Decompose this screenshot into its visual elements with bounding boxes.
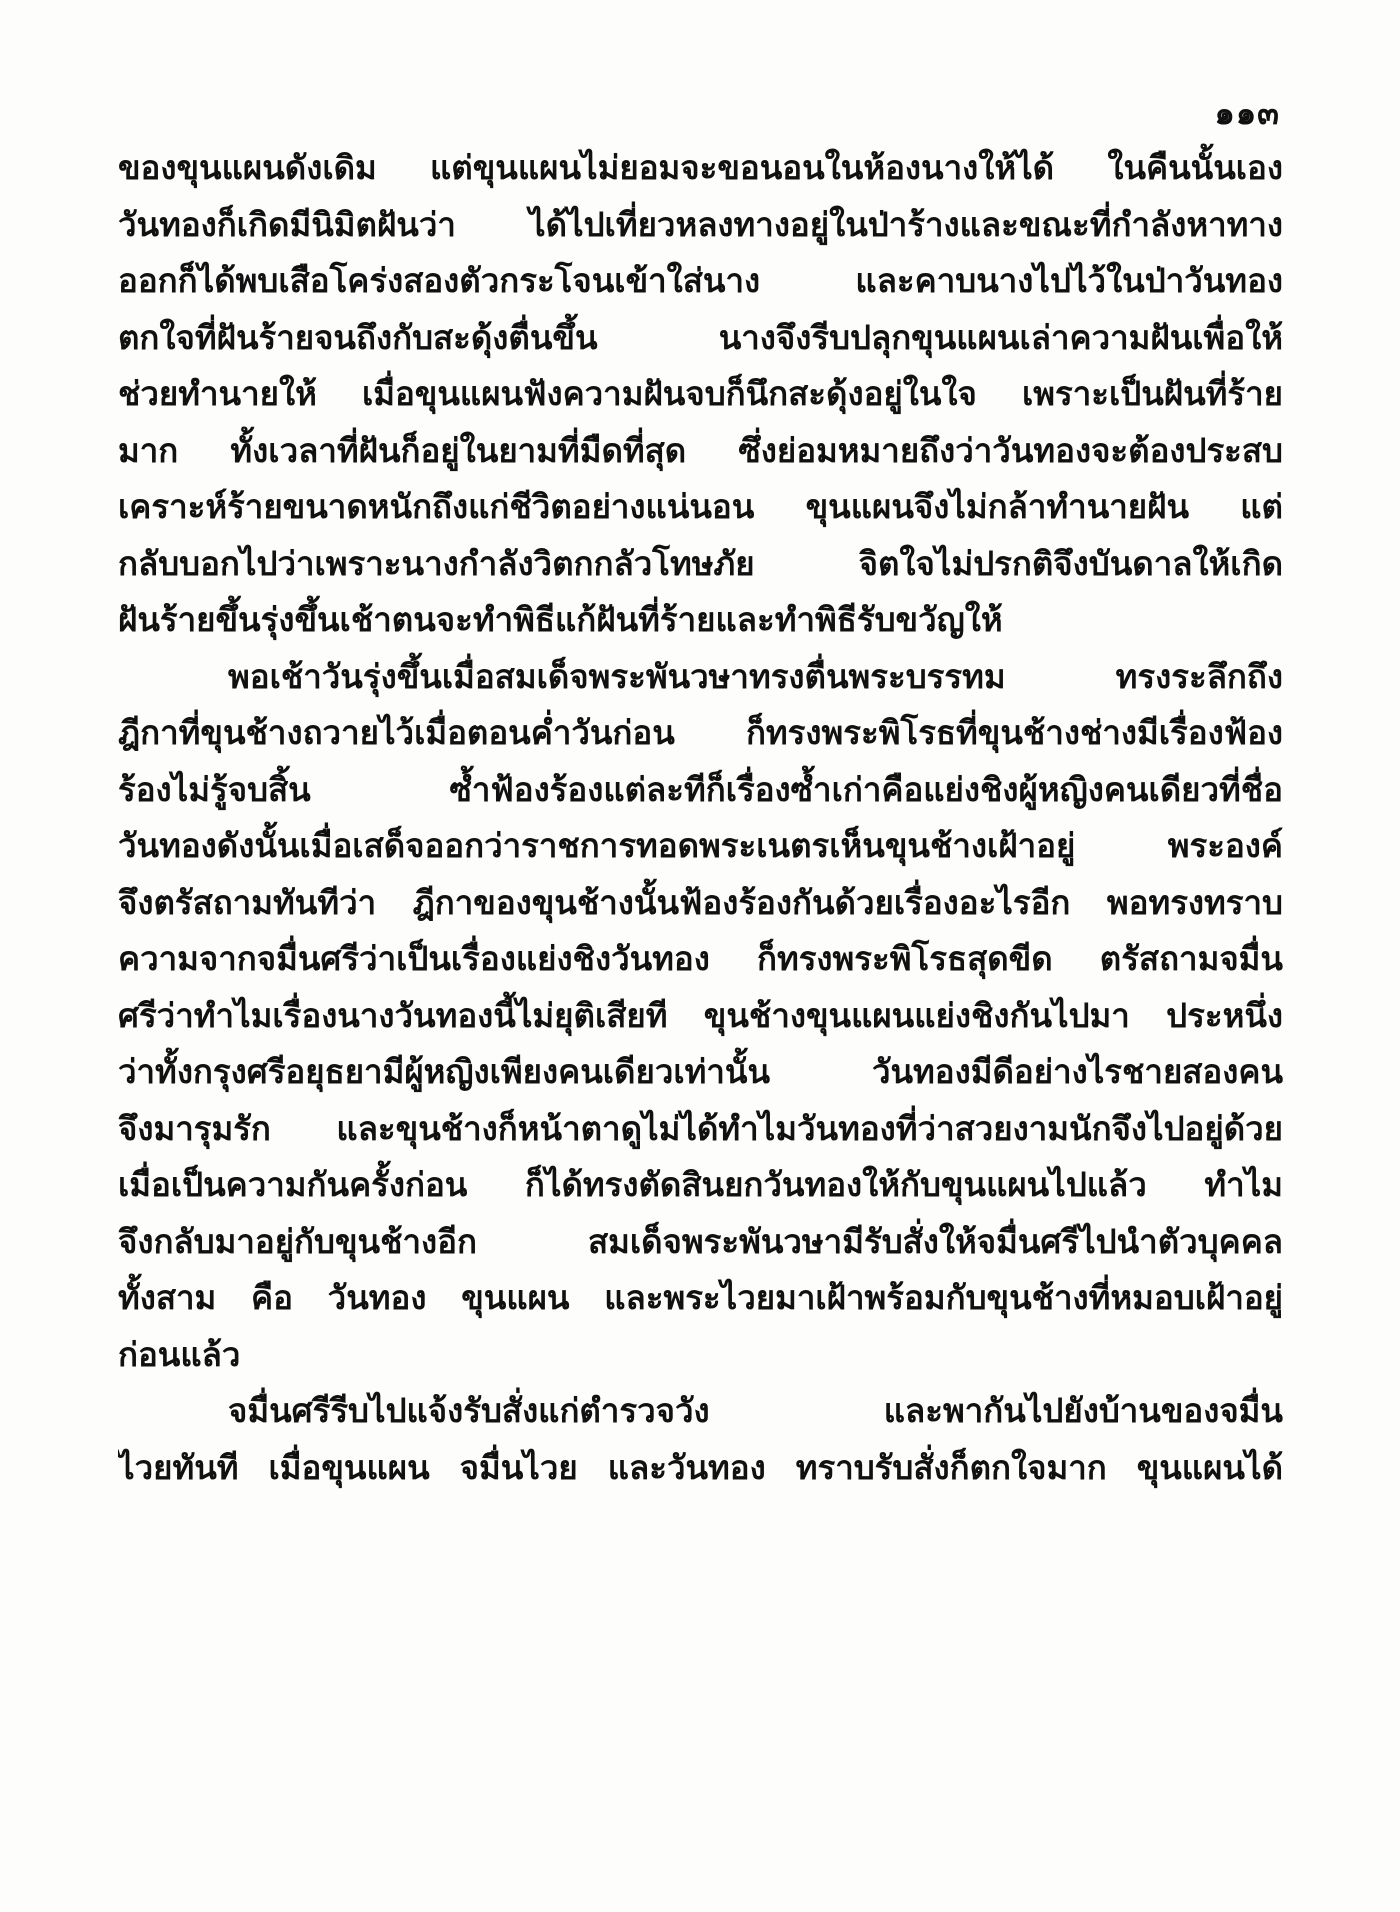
text-line: เคราะห์ร้ายขนาดหนักถึงแก่ชีวิตอย่างแน่นอน ขุนแผนจึงไม่กล้าทำนายฝัน แต่ (118, 487, 1283, 526)
paragraph (118, 649, 1283, 1384)
text-line: ตกใจที่ฝันร้ายจนถึงกับสะดุ้งตื่นขึ้น นางจึงรีบปลุกขุนแผนเล่าความฝันเพื่อให้ (118, 317, 1283, 357)
text-line: จึงมารุมรัก และขุนช้างก็หน้าตาดูไม่ได้ทำไมวันทองที่ว่าสวยงามนักจึงไปอยู่ด้วย (118, 1108, 1283, 1148)
text-line: ร้องไม่รู้จบสิ้น ซ้ำฟ้องร้องแต่ละทีก็เรื่องซ้ำเก่าคือแย่งชิงผู้หญิงคนเดียวที่ชื่อ (118, 769, 1283, 809)
text-line: พอเช้าวันรุ่งขึ้นเมื่อสมเด็จพระพันวษาทรงตื่นพระบรรทม ทรงระลึกถึง (228, 656, 1283, 696)
page-number: ๑๑๓ (1214, 94, 1280, 132)
text-line: ความจากจมื่นศรีว่าเป็นเรื่องแย่งชิงวันทอง ก็ทรงพระพิโรธสุดขีด ตรัสถามจมื่น (118, 939, 1283, 978)
text-line: เมื่อเป็นความกันครั้งก่อน ก็ได้ทรงตัดสินยกวันทองให้กับขุนแผนไปแล้ว ทำไม (118, 1165, 1283, 1204)
text-line: ออกก็ได้พบเสือโคร่งสองตัวกระโจนเข้าใส่นาง และคาบนางไปไว้ในป่าวันทอง (118, 261, 1283, 300)
text-line: ไวยทันที เมื่อขุนแผน จมื่นไวย และวันทอง ทราบรับสั่งก็ตกใจมาก ขุนแผนได้ (118, 1447, 1283, 1487)
text-line: ช่วยทำนายให้ เมื่อขุนแผนฟังความฝันจบก็นึกสะดุ้งอยู่ในใจ เพราะเป็นฝันที่ร้าย (118, 374, 1283, 413)
text-line: ฝันร้ายขึ้นรุ่งขึ้นเช้าตนจะทำพิธีแก้ฝันที่ร้ายและทำพิธีรับขวัญให้ (118, 600, 1003, 639)
body-text (118, 140, 1283, 1496)
text-line: ว่าทั้งกรุงศรีอยุธยามีผู้หญิงเพียงคนเดียวเท่านั้น วันทองมีดีอย่างไรชายสองคน (118, 1052, 1283, 1091)
text-line: ฎีกาที่ขุนช้างถวายไว้เมื่อตอนค่ำวันก่อน ก็ทรงพระพิโรธที่ขุนช้างช่างมีเรื่องฟ้อง (118, 713, 1283, 752)
text-line: จมื่นศรีรีบไปแจ้งรับสั่งแก่ตำรวจวัง และพากันไปยังบ้านของจมื่น (228, 1391, 1283, 1430)
text-line: จึงกลับมาอยู่กับขุนช้างอีก สมเด็จพระพันวษามีรับสั่งให้จมื่นศรีไปนำตัวบุคคล (118, 1221, 1283, 1261)
paragraph (118, 140, 1283, 649)
text-line: มาก ทั้งเวลาที่ฝันก็อยู่ในยามที่มืดที่สุด ซึ่งย่อมหมายถึงว่าวันทองจะต้องประสบ (118, 430, 1283, 470)
text-line: ทั้งสาม คือ วันทอง ขุนแผน และพระไวยมาเฝ้าพร้อมกับขุนช้างที่หมอบเฝ้าอยู่ (118, 1278, 1283, 1317)
text-line: จึงตรัสถามทันทีว่า ฎีกาของขุนช้างนั้นฟ้องร้องกันด้วยเรื่องอะไรอีก พอทรงทราบ (118, 882, 1283, 922)
text-line: ศรีว่าทำไมเรื่องนางวันทองนี้ไม่ยุติเสียที ขุนช้างขุนแผนแย่งชิงกันไปมา ประหนึ่ง (118, 995, 1283, 1035)
text-line: ของขุนแผนดังเดิม แต่ขุนแผนไม่ยอมจะขอนอนในห้องนางให้ได้ ในคืนนั้นเอง (118, 148, 1283, 187)
text-line: วันทองดังนั้นเมื่อเสด็จออกว่าราชการทอดพระเนตรเห็นขุนช้างเฝ้าอยู่ พระองค์ (118, 826, 1283, 865)
text-line: วันทองก็เกิดมีนิมิตฝันว่า ได้ไปเที่ยวหลงทางอยู่ในป่าร้างและขณะที่กำลังหาทาง (118, 204, 1283, 244)
text-line: ก่อนแล้ว (118, 1334, 241, 1374)
paragraph (118, 1383, 1283, 1496)
text-line: กลับบอกไปว่าเพราะนางกำลังวิตกกลัวโทษภัย จิตใจไม่ปรกติจึงบันดาลให้เกิด (118, 543, 1283, 583)
